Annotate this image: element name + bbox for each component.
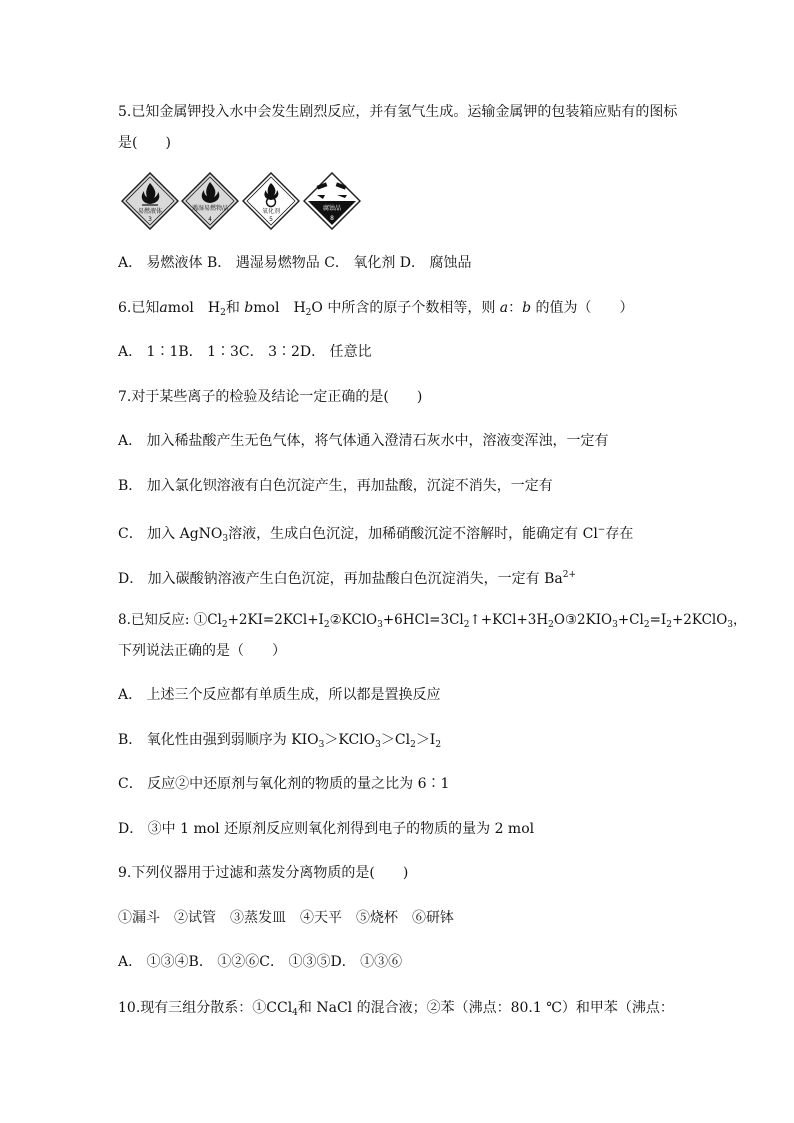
oxidizer-sign — [242, 172, 300, 230]
q7-option-b: B． 加入氯化钡溶液有白色沉淀产生，再加盐酸，沉淀不消失，一定有 — [118, 478, 553, 494]
q6-stem: 6.已知amol $H_2$和 bmol $H_2O$ 中所含的原子个数相等，则 a：b 的值为（ ） — [118, 300, 634, 318]
sign-number: 3 — [148, 216, 152, 223]
sign-number: 8 — [330, 215, 334, 222]
sign-number: 4 — [208, 216, 212, 223]
hazard-signs — [121, 172, 361, 230]
q8-option-c: C． 反应②中还原剂与氧化剂的物质的量之比为 6∶1 — [118, 776, 450, 792]
q7-option-a: A． 加入稀盐酸产生无色气体，将气体通入澄清石灰水中，溶液变浑浊，一定有 — [118, 433, 609, 449]
q8-option-b: B． 氧化性由强到弱顺序为 $KIO_3>KClO_3>Cl_2>I_2$ — [118, 732, 442, 750]
q9-items: ①漏斗 ②试管 ③蒸发皿 ④天平 ⑤烧杯 ⑥研钵 — [118, 910, 454, 926]
q9-options: A． ①③④B． ①②⑥C． ①③⑤D． ①③⑥ — [118, 954, 403, 970]
corrosive-icon — [303, 172, 361, 230]
q5-stem-line2: 是( ) — [118, 135, 171, 151]
q7-stem: 7.对于某些离子的检验及结论一定正确的是( ) — [118, 389, 423, 405]
sign-label: 氧化剂 — [261, 208, 281, 215]
q10-stem: 10.现有三组分散系：①CCl$_4$和 NaCl 的混合液；②苯（沸点：80.1 ℃）和甲苯（沸点： — [118, 1000, 674, 1018]
sign-number: 5 — [269, 216, 273, 223]
q5-options: A． 易燃液体 B． 遇湿易燃物品 C． 氧化剂 D． 腐蚀品 — [118, 255, 472, 271]
q8-option-d: D． ③中 1 mol 还原剂反应则氧化剂得到电子的物质的量为 2 mol — [118, 821, 535, 837]
q6-options: A． 1∶1B． 1∶3C． 3∶2D． 任意比 — [118, 344, 372, 360]
dangerous-when-wet-sign — [181, 172, 239, 230]
corrosive-sign — [303, 172, 361, 230]
q9-stem: 9.下列仪器用于过滤和蒸发分离物质的是( ) — [118, 865, 409, 881]
flame-icon — [181, 172, 239, 230]
q8-stem-line1: 8.已知反应: $①Cl_2+2KI=2KCl+I_2②KClO_3+6HCl=3Cl_2↑+KCl+3H_2O③2KIO_3+Cl_2=I_2+2KClO_3$， — [118, 612, 747, 630]
sign-label: 遇湿易燃物品 — [191, 205, 229, 212]
q7-option-d: D． 加入碳酸钠溶液产生白色沉淀，再加盐酸白色沉淀消失，一定有 $Ba^{2+}$ — [118, 570, 577, 587]
flammable-liquid-sign — [121, 172, 179, 230]
q7-option-c: C． 加入 AgNO$_3$溶液，生成白色沉淀，加稀硝酸沉淀不溶解时，能确定有 Cl−存在 — [118, 525, 634, 544]
q8-option-a: A． 上述三个反应都有单质生成，所以都是置换反应 — [118, 687, 441, 703]
sign-label: 腐蚀品 — [322, 205, 342, 212]
q8-stem-line2: 下列说法正确的是（ ） — [118, 643, 286, 659]
flame-icon — [121, 172, 179, 230]
q5-stem-line1: 5.已知金属钾投入水中会发生剧烈反应，并有氢气生成。运输金属钾的包装箱应贴有的图标 — [118, 104, 678, 120]
sign-label: 易燃液体 — [137, 208, 163, 215]
oxidizer-icon — [242, 172, 300, 230]
